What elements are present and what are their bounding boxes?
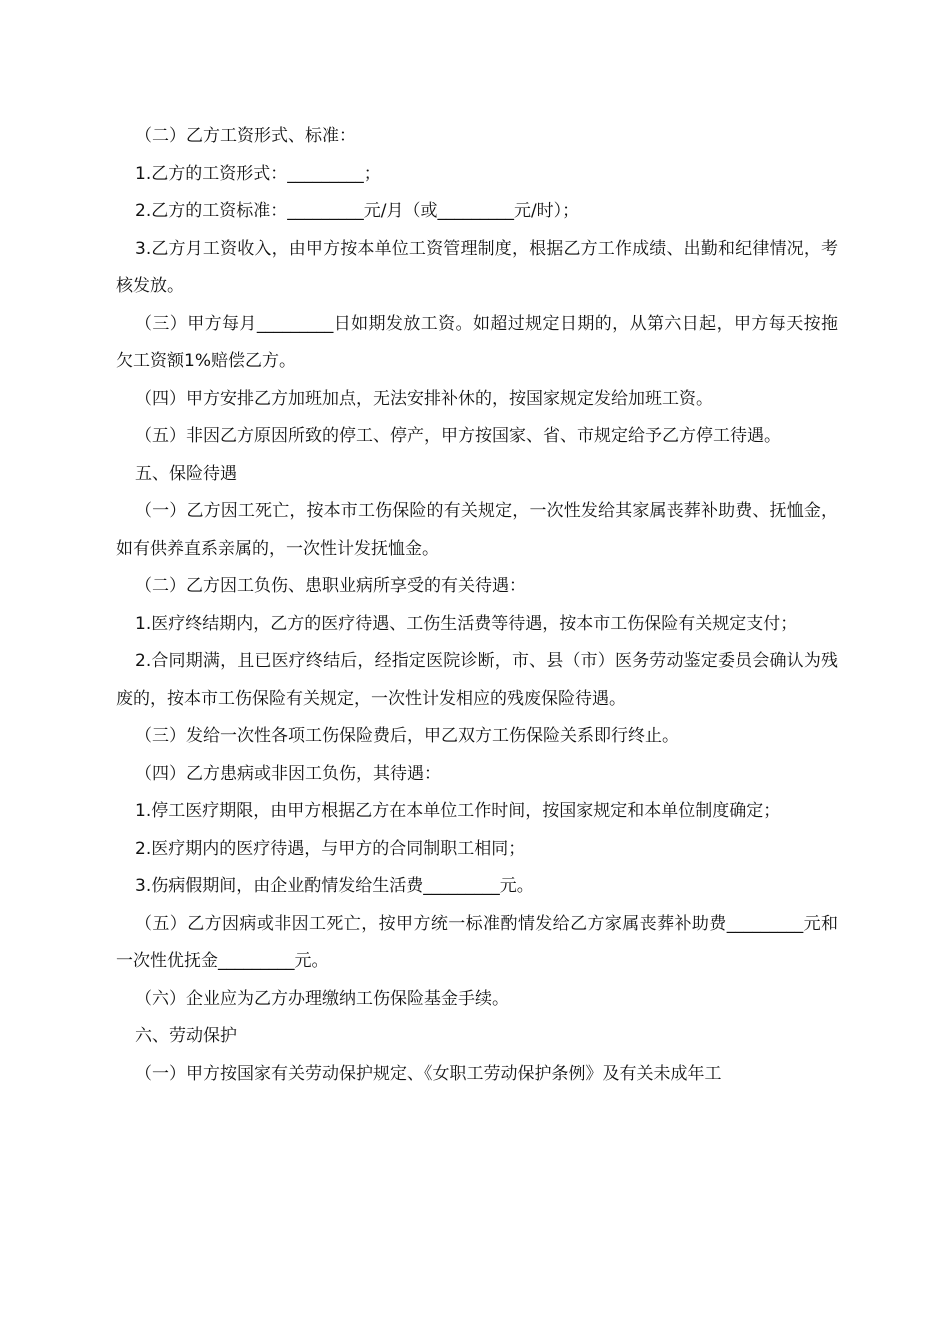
para-overtime: （四）甲方安排乙方加班加点，无法安排补休的，按国家规定发给加班工资。 <box>135 388 713 409</box>
para-insurance-fund: （六）企业应为乙方办理缴纳工伤保险基金手续。 <box>135 988 509 1009</box>
para-work-injury-heading: （二）乙方因工负伤、患职业病所享受的有关待遇： <box>135 576 526 596</box>
para-payday: （三）甲方每月_________日如期发放工资。如超过规定日期的，从第六日起，甲方每天按拖欠工资额1%赔偿乙方。 <box>116 313 838 371</box>
para-sick-leave-period: 1.停工医疗期限，由甲方根据乙方在本单位工作时间，按国家规定和本单位制度确定； <box>135 801 781 821</box>
document-body <box>116 118 838 1093</box>
para-work-stoppage: （五）非因乙方原因所致的停工、停产，甲方按国家、省、市规定给予乙方停工待遇。 <box>135 426 781 446</box>
para-medical-treatment: 2.医疗期内的医疗待遇，与甲方的合同制职工相同； <box>135 838 526 859</box>
para-illness-heading: （四）乙方患病或非因工负伤，其待遇： <box>135 763 441 784</box>
para-medical-period: 1.医疗终结期内，乙方的医疗待遇、工伤生活费等待遇，按本市工伤保险有关规定支付； <box>135 613 798 634</box>
para-disability: 2.合同期满，且已医疗终结后，经指定医院诊断，市、县（市）医务劳动鉴定委员会确认为残废的，按本市工伤保险有关规定，一次性计发相应的残废保险待遇。 <box>116 651 838 709</box>
para-wage-form-standard-heading: （二）乙方工资形式、标准： <box>135 126 356 146</box>
para-non-work-death: （五）乙方因病或非因工死亡，按甲方统一标准酌情发给乙方家属丧葬补助费_________元和一次性优抚金_________元。 <box>116 913 838 971</box>
para-work-death: （一）乙方因工死亡，按本市工伤保险的有关规定，一次性发给其家属丧葬补助费、抚恤金，如有供养直系亲属的，一次性计发抚恤金。 <box>116 501 838 559</box>
section-labor-protection-heading: 六、劳动保护 <box>135 1026 237 1046</box>
section-insurance-heading: 五、保险待遇 <box>135 463 237 484</box>
para-labor-protection: （一）甲方按国家有关劳动保护规定、《女职工劳动保护条例》及有关未成年工 <box>135 1063 722 1084</box>
para-wage-standard: 2.乙方的工资标准：_________元/月（或_________元/时）； <box>135 201 580 221</box>
para-monthly-income: 3.乙方月工资收入，由甲方按本单位工资管理制度，根据乙方工作成绩、出勤和纪律情况，考核发放。 <box>116 238 838 296</box>
para-living-allowance: 3.伤病假期间，由企业酌情发给生活费_________元。 <box>135 876 534 896</box>
para-insurance-termination: （三）发给一次性各项工伤保险费后，甲乙双方工伤保险关系即行终止。 <box>135 726 679 746</box>
para-wage-form: 1.乙方的工资形式：_________； <box>135 163 381 184</box>
